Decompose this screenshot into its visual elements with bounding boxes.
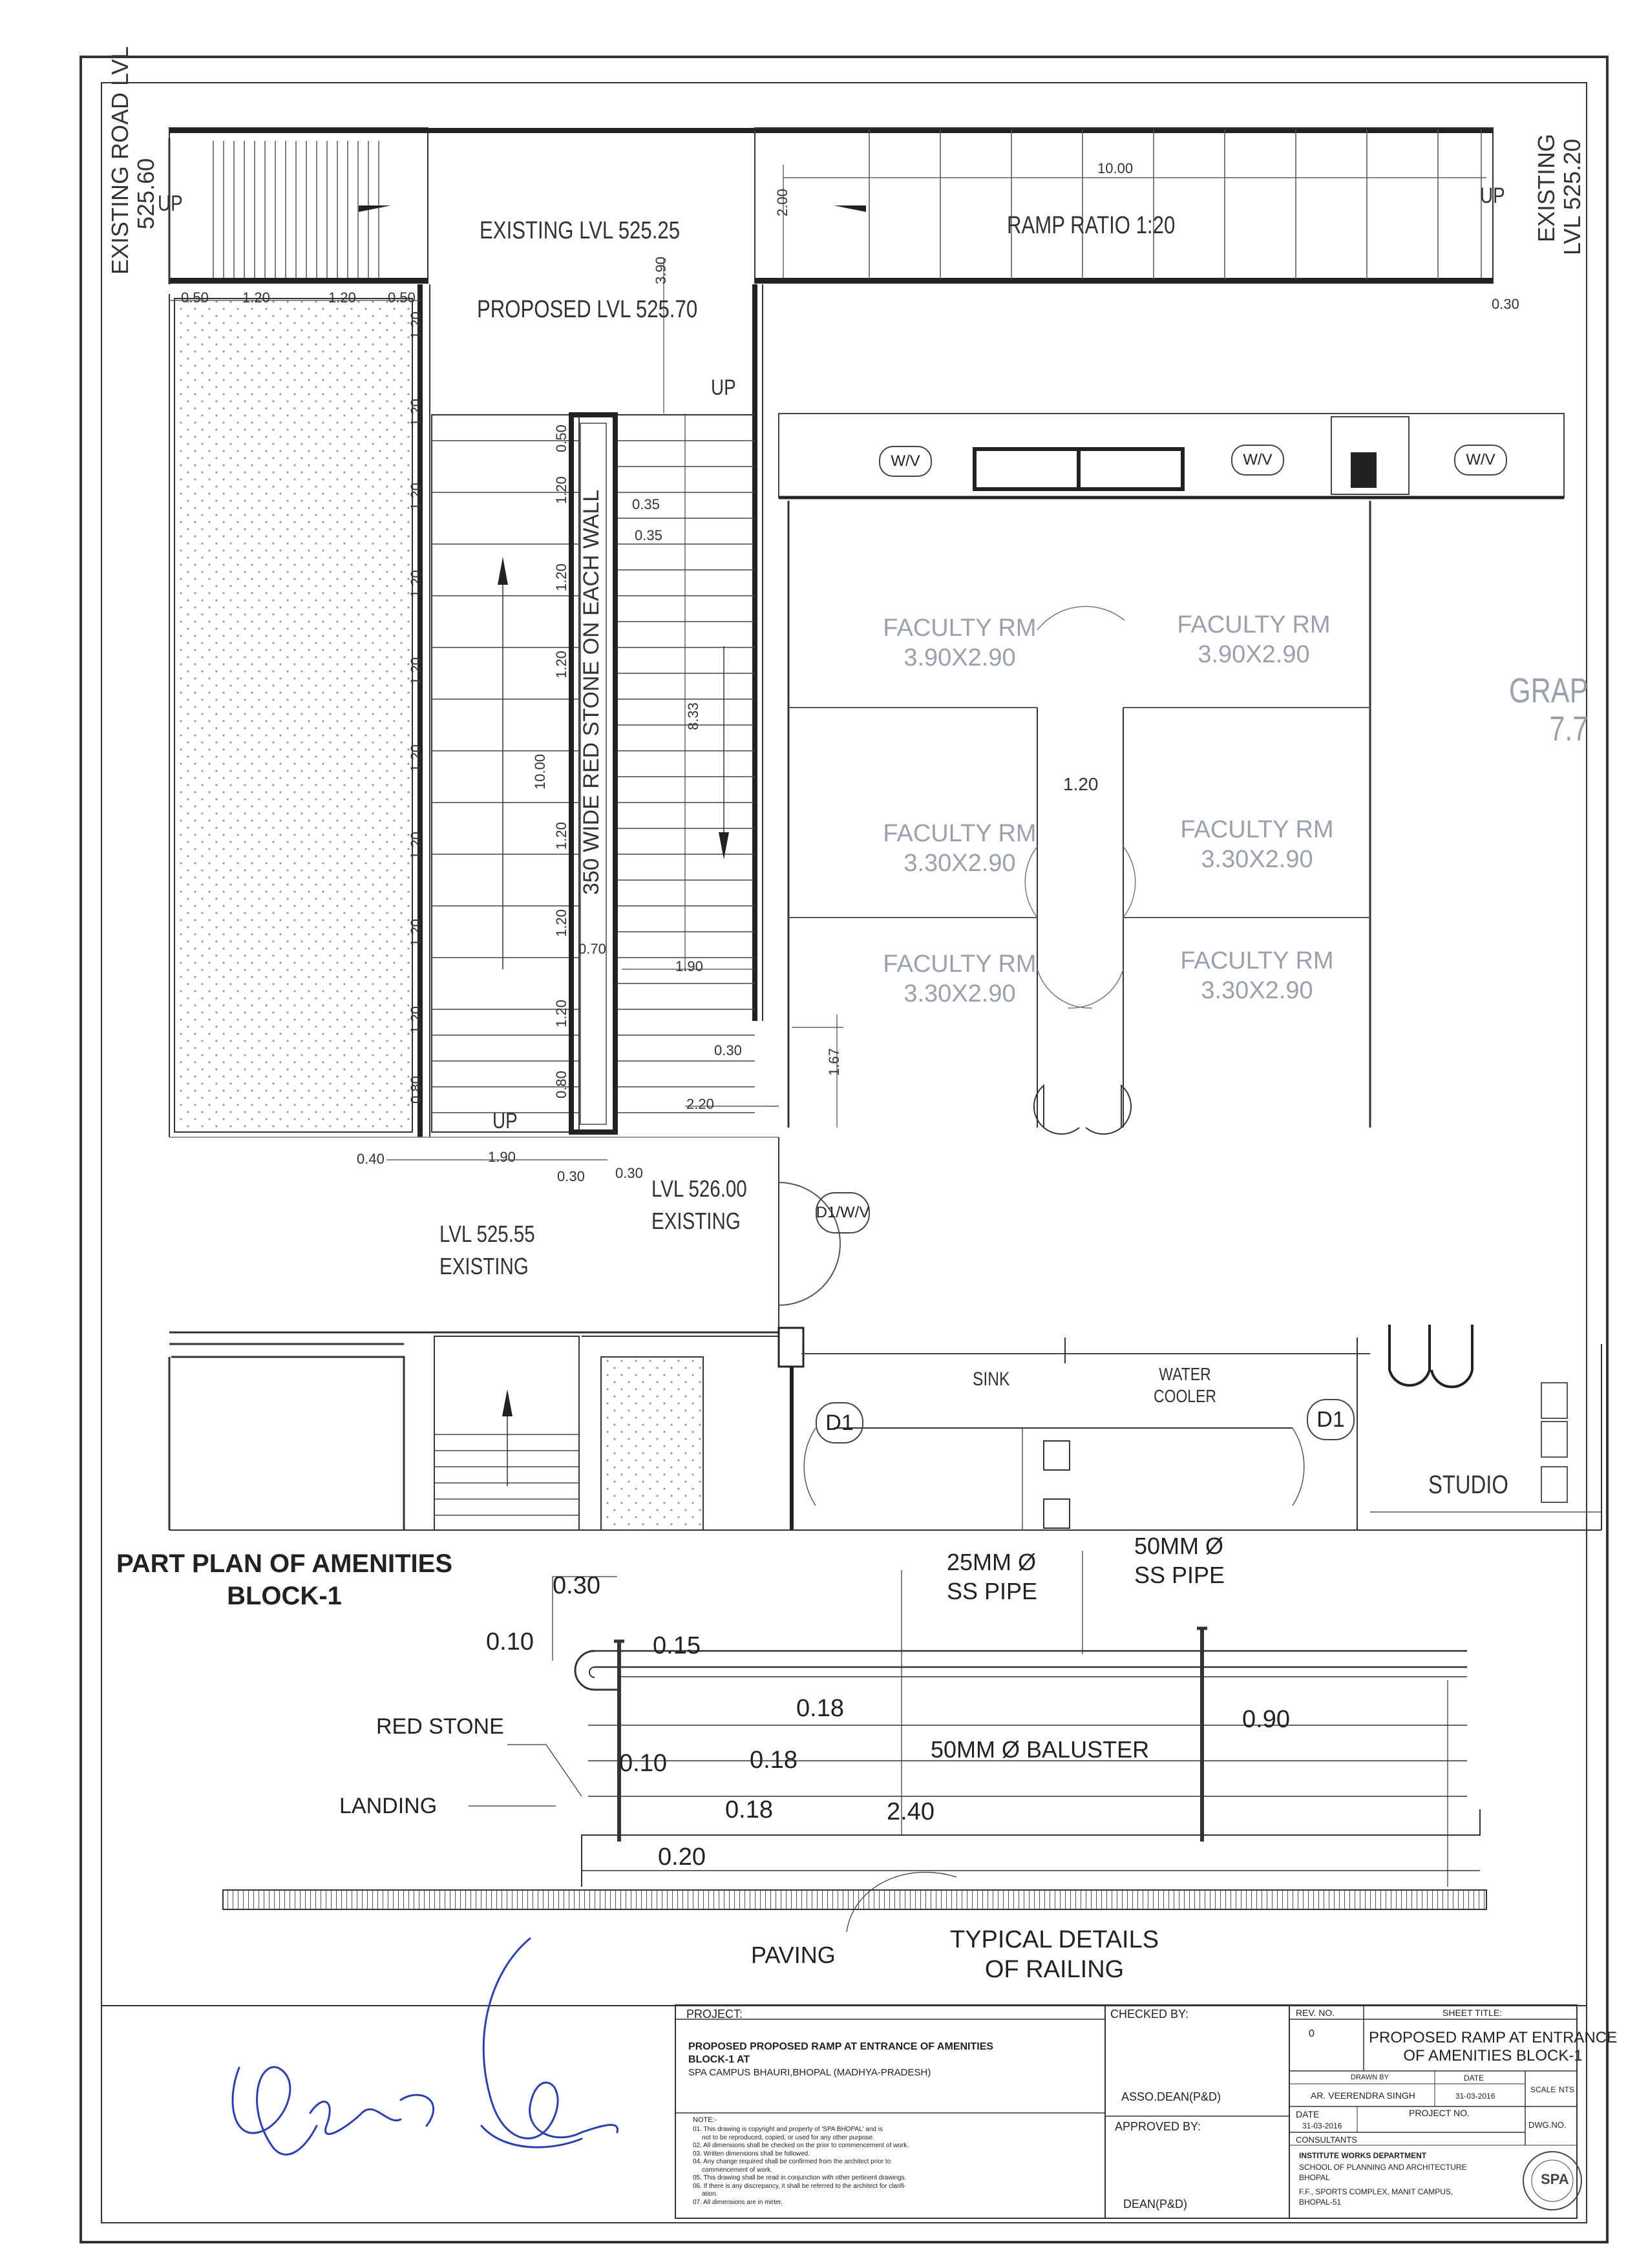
room-4-size: 3.30X2.90	[1201, 845, 1313, 873]
dim-050-stair: 0.50	[553, 425, 569, 452]
studio-label: STUDIO	[1428, 1471, 1508, 1499]
tb-address2: BHOPAL-51	[1299, 2198, 1342, 2207]
existing-right-line1: EXISTING	[1533, 133, 1559, 242]
stair-run-right	[579, 415, 755, 1113]
baluster-label: 50MM Ø BALUSTER	[931, 1736, 1150, 1763]
room-5	[856, 950, 1063, 1009]
top-ramp-left	[169, 128, 1493, 284]
pipe25-label	[947, 1548, 1037, 1606]
tb-consultants-label: CONSULTANTS	[1296, 2135, 1357, 2145]
door-d1ww-label: D1/W/V	[816, 1204, 870, 1221]
dim-left-120-9: 1.20	[408, 1006, 424, 1034]
room-3	[856, 819, 1063, 878]
dim-120-corr: 1.20	[1063, 774, 1099, 794]
room-6-name: FACULTY RM	[1180, 947, 1334, 974]
rail-dim-018c: 0.18	[725, 1796, 773, 1823]
tb-address1: F.F., SPORTS COMPLEX, MANIT CAMPUS,	[1299, 2187, 1453, 2196]
tb-note-9: ation.	[702, 2190, 718, 2198]
tb-dean: DEAN(P&D)	[1123, 2198, 1188, 2210]
dotted-planter-lower	[601, 1357, 703, 1530]
dim-390: 3.90	[653, 257, 669, 284]
room-1-name: FACULTY RM	[883, 614, 1037, 642]
tb-scale: NTS	[1559, 2085, 1574, 2094]
tb-project-label: PROJECT:	[686, 2008, 743, 2021]
dim-030-b2: 0.30	[615, 1165, 643, 1181]
tb-school: SCHOOL OF PLANNING AND ARCHITECTURE	[1299, 2163, 1467, 2172]
tb-note-1: 01. This drawing is copyright and property of 'SPA BHOPAL' and is	[693, 2126, 883, 2133]
room-2-name: FACULTY RM	[1177, 611, 1331, 638]
dim-inner-120-6: 1.20	[553, 1000, 569, 1027]
rail-dim-010b: 0.10	[619, 1750, 667, 1777]
pipe50-line1: 50MM Ø	[1134, 1533, 1224, 1559]
rail-dim-240: 2.40	[887, 1798, 935, 1825]
room-2-size: 3.90X2.90	[1198, 640, 1310, 668]
dotted-planter	[174, 299, 412, 1132]
top-ramp-right	[755, 128, 1493, 283]
red-stone-note: 350 WIDE RED STONE ON EACH WALL	[579, 489, 604, 895]
dim-1000-stair: 10.00	[532, 753, 548, 790]
tb-checked-by: CHECKED BY:	[1110, 2008, 1189, 2021]
tb-asso-dean: ASSO.DEAN(P&D)	[1121, 2090, 1221, 2103]
tb-date2-label: DATE	[1296, 2109, 1320, 2119]
grap-line2: 7.7	[1549, 709, 1589, 749]
up-bottom-label: UP	[492, 1109, 518, 1133]
tb-note-6: commencement of work.	[702, 2166, 772, 2174]
tb-dept: INSTITUTE WORKS DEPARTMENT	[1299, 2151, 1427, 2160]
room-4-name: FACULTY RM	[1180, 816, 1334, 843]
tb-sheet-title-label: SHEET TITLE:	[1442, 2008, 1503, 2018]
rail-dim-015: 0.15	[653, 1632, 701, 1659]
lvl-525-label	[439, 1218, 535, 1283]
rail-dim-018b: 0.18	[750, 1747, 798, 1774]
d1-right-label: D1	[1316, 1407, 1345, 1432]
tb-sheet-title-line1: PROPOSED RAMP AT ENTRANCE	[1369, 2029, 1618, 2046]
tb-project-no-label: PROJECT NO.	[1409, 2108, 1470, 2118]
rail-dim-018a: 0.18	[796, 1695, 844, 1722]
tb-project-line1: PROPOSED PROPOSED RAMP AT ENTRANCE OF AMENITIES	[688, 2041, 994, 2052]
tb-note-10: 07. All dimensions are in meter.	[693, 2198, 783, 2206]
rail-dim-020: 0.20	[658, 1843, 706, 1871]
tb-approved-by: APPROVED BY:	[1115, 2120, 1201, 2133]
dim-070: 0.70	[578, 941, 606, 957]
dim-200: 2.00	[774, 189, 790, 216]
lvl-526-label	[651, 1173, 747, 1238]
rail-dim-010a: 0.10	[486, 1628, 534, 1655]
existing-lvl-label: EXISTING LVL 525.25	[480, 217, 681, 244]
dim-left-120-1: 1.20	[408, 311, 424, 339]
dim-030-mid: 0.30	[714, 1042, 742, 1058]
room-1-size: 3.90X2.90	[903, 644, 1016, 671]
room-5-name: FACULTY RM	[883, 950, 1037, 978]
signature	[233, 1938, 618, 2154]
tb-notes	[693, 2126, 909, 2207]
paving-label: PAVING	[751, 1942, 836, 1968]
dim-030-b1: 0.30	[557, 1168, 585, 1184]
tb-drawn-by: AR. VEERENDRA SINGH	[1311, 2090, 1415, 2101]
tb-drawn-by-label: DRAWN BY	[1351, 2074, 1389, 2081]
lvl-526-line1: LVL 526.00	[651, 1175, 747, 1202]
dim-220: 2.20	[686, 1096, 714, 1112]
dim-inner-120-3: 1.20	[553, 651, 569, 678]
dim-top-050a: 0.50	[181, 289, 209, 306]
tb-note-7: 05. This drawing shall be read in conjunction with other pertinent drawings.	[693, 2174, 907, 2181]
tb-rev-no-label: REV. NO.	[1296, 2008, 1335, 2018]
tb-sheet-title	[1369, 2029, 1617, 2064]
up-left-label: UP	[158, 191, 183, 216]
room-6-size: 3.30X2.90	[1201, 976, 1313, 1004]
grap-line1: GRAP	[1509, 671, 1589, 710]
room-3-size: 3.30X2.90	[903, 849, 1016, 877]
pipe25-line2: SS PIPE	[947, 1578, 1038, 1604]
tb-date2: 31-03-2016	[1302, 2121, 1342, 2130]
faculty-block	[779, 414, 1564, 1134]
wv-tag-3	[1454, 445, 1507, 476]
tb-dwg-no-label: DWG.NO.	[1528, 2120, 1567, 2130]
lvl-525-line2: EXISTING	[439, 1253, 529, 1280]
dim-left-120-6: 1.20	[408, 744, 424, 772]
tb-scale-label: SCALE	[1530, 2085, 1556, 2094]
d1-left-label: D1	[825, 1411, 854, 1435]
tb-project-line3: SPA CAMPUS BHAURI,BHOPAL (MADHYA-PRADESH)	[688, 2067, 931, 2078]
dim-190a: 1.90	[675, 958, 703, 974]
dim-top-120a: 1.20	[242, 289, 270, 306]
rail-dim-090: 0.90	[1242, 1706, 1290, 1733]
dim-035b: 0.35	[635, 527, 662, 543]
existing-road-line1: EXISTING ROAD LVL	[107, 46, 133, 275]
dim-left-120-3: 1.20	[408, 483, 424, 510]
sink-label: SINK	[973, 1369, 1010, 1390]
wv-tag-1	[879, 446, 932, 477]
dim-inner-080: 0.80	[553, 1071, 569, 1098]
dim-10: 10.00	[1097, 160, 1134, 176]
d1-right-tag	[1307, 1399, 1355, 1440]
proposed-lvl-label: PROPOSED LVL 525.70	[477, 296, 698, 323]
room-2	[1150, 611, 1357, 669]
left-curve	[169, 1357, 404, 1530]
tb-city: BHOPAL	[1299, 2173, 1330, 2182]
water-cooler-line2: COOLER	[1154, 1385, 1216, 1406]
dim-left-120-4: 1.20	[408, 570, 424, 598]
dim-inner-120-2: 1.20	[553, 563, 569, 591]
typical-details-label	[950, 1926, 1159, 1984]
tb-rev-no: 0	[1309, 2028, 1315, 2039]
section-title-line1: PART PLAN OF AMENITIES	[116, 1549, 452, 1578]
water-cooler-line1: WATER	[1159, 1364, 1211, 1384]
tb-note-5: 04. Any change required shall be confirmed from the architect prior to	[693, 2158, 891, 2165]
pipe50-line2: SS PIPE	[1134, 1562, 1225, 1588]
pipe50-label	[1134, 1531, 1225, 1590]
tb-project-line2: BLOCK-1 AT	[688, 2054, 750, 2065]
up-right-label: UP	[1480, 184, 1505, 208]
tb-note-3: 02. All dimensions shall be checked on the prior to commencement of work.	[693, 2142, 909, 2149]
tb-drawn-date: 31-03-2016	[1455, 2092, 1495, 2101]
wv-label-3: W/V	[1466, 451, 1495, 468]
existing-road-line2: 525.60	[132, 158, 159, 229]
pipe25-line1: 25MM Ø	[947, 1549, 1037, 1575]
room-5-size: 3.30X2.90	[903, 980, 1016, 1007]
dim-inner-120-1: 1.20	[553, 476, 569, 504]
existing-right-label	[1535, 134, 1584, 255]
dim-035a: 0.35	[632, 496, 660, 512]
water-cooler-label	[1154, 1363, 1216, 1407]
dim-167: 1.67	[826, 1048, 842, 1076]
tb-sheet-title-line2: OF AMENITIES BLOCK-1	[1403, 2046, 1583, 2064]
ramp-ratio-label: RAMP RATIO 1:20	[1007, 212, 1176, 239]
tb-note-4: 03. Written dimensions shall be followed.	[693, 2150, 810, 2158]
up-mid-label: UP	[711, 375, 736, 400]
room-6	[1154, 947, 1360, 1005]
landing-label: LANDING	[339, 1794, 438, 1818]
wv-tag-2	[1231, 445, 1284, 476]
dim-833: 8.33	[685, 702, 701, 730]
dim-left-120-8: 1.20	[408, 919, 424, 947]
room-1	[856, 614, 1063, 673]
section-title	[116, 1548, 452, 1612]
dim-190b: 1.90	[488, 1149, 516, 1165]
room-3-name: FACULTY RM	[883, 820, 1037, 847]
wv-label-2: W/V	[1243, 451, 1273, 468]
tb-date-label: DATE	[1464, 2074, 1484, 2083]
dim-left-080: 0.80	[408, 1076, 424, 1104]
tb-note-8: 06. If there is any discrepancy, it shall be referred to the architect for clarifi-	[693, 2182, 906, 2190]
room-4	[1154, 815, 1360, 874]
door-d1ww-tag	[816, 1192, 870, 1234]
dim-inner-120-5: 1.20	[553, 909, 569, 937]
typical-details-line1: TYPICAL DETAILS	[950, 1926, 1159, 1953]
grap-label	[1509, 672, 1588, 749]
dim-left-120-7: 1.20	[408, 832, 424, 859]
existing-right-line2: LVL 525.20	[1559, 138, 1585, 255]
wv-label-1: W/V	[891, 452, 920, 470]
lvl-526-line2: EXISTING	[651, 1208, 741, 1235]
d1-left-tag	[816, 1402, 863, 1444]
dim-040: 0.40	[357, 1151, 385, 1167]
existing-road-label	[109, 47, 158, 275]
dim-left-120-5: 1.20	[408, 657, 424, 685]
red-stone-label: RED STONE	[376, 1714, 504, 1739]
dim-top-120b: 1.20	[328, 289, 356, 306]
dim-top-050b: 0.50	[388, 289, 416, 306]
lvl-525-line1: LVL 525.55	[439, 1221, 535, 1247]
lower-stair	[434, 1336, 579, 1530]
dim-left-120-2: 1.20	[408, 399, 424, 426]
typical-details-line2: OF RAILING	[984, 1955, 1125, 1983]
rail-dim-030: 0.30	[553, 1572, 600, 1599]
section-title-line2: BLOCK-1	[227, 1582, 342, 1610]
dim-inner-120-4: 1.20	[553, 822, 569, 850]
tb-notes-label: NOTE:-	[693, 2116, 717, 2124]
tb-note-2: not to be reproduced, copied, or used for any other purpose.	[702, 2134, 874, 2141]
tb-seal-text: SPA	[1541, 2171, 1569, 2187]
dim-030-tr: 0.30	[1492, 296, 1519, 312]
